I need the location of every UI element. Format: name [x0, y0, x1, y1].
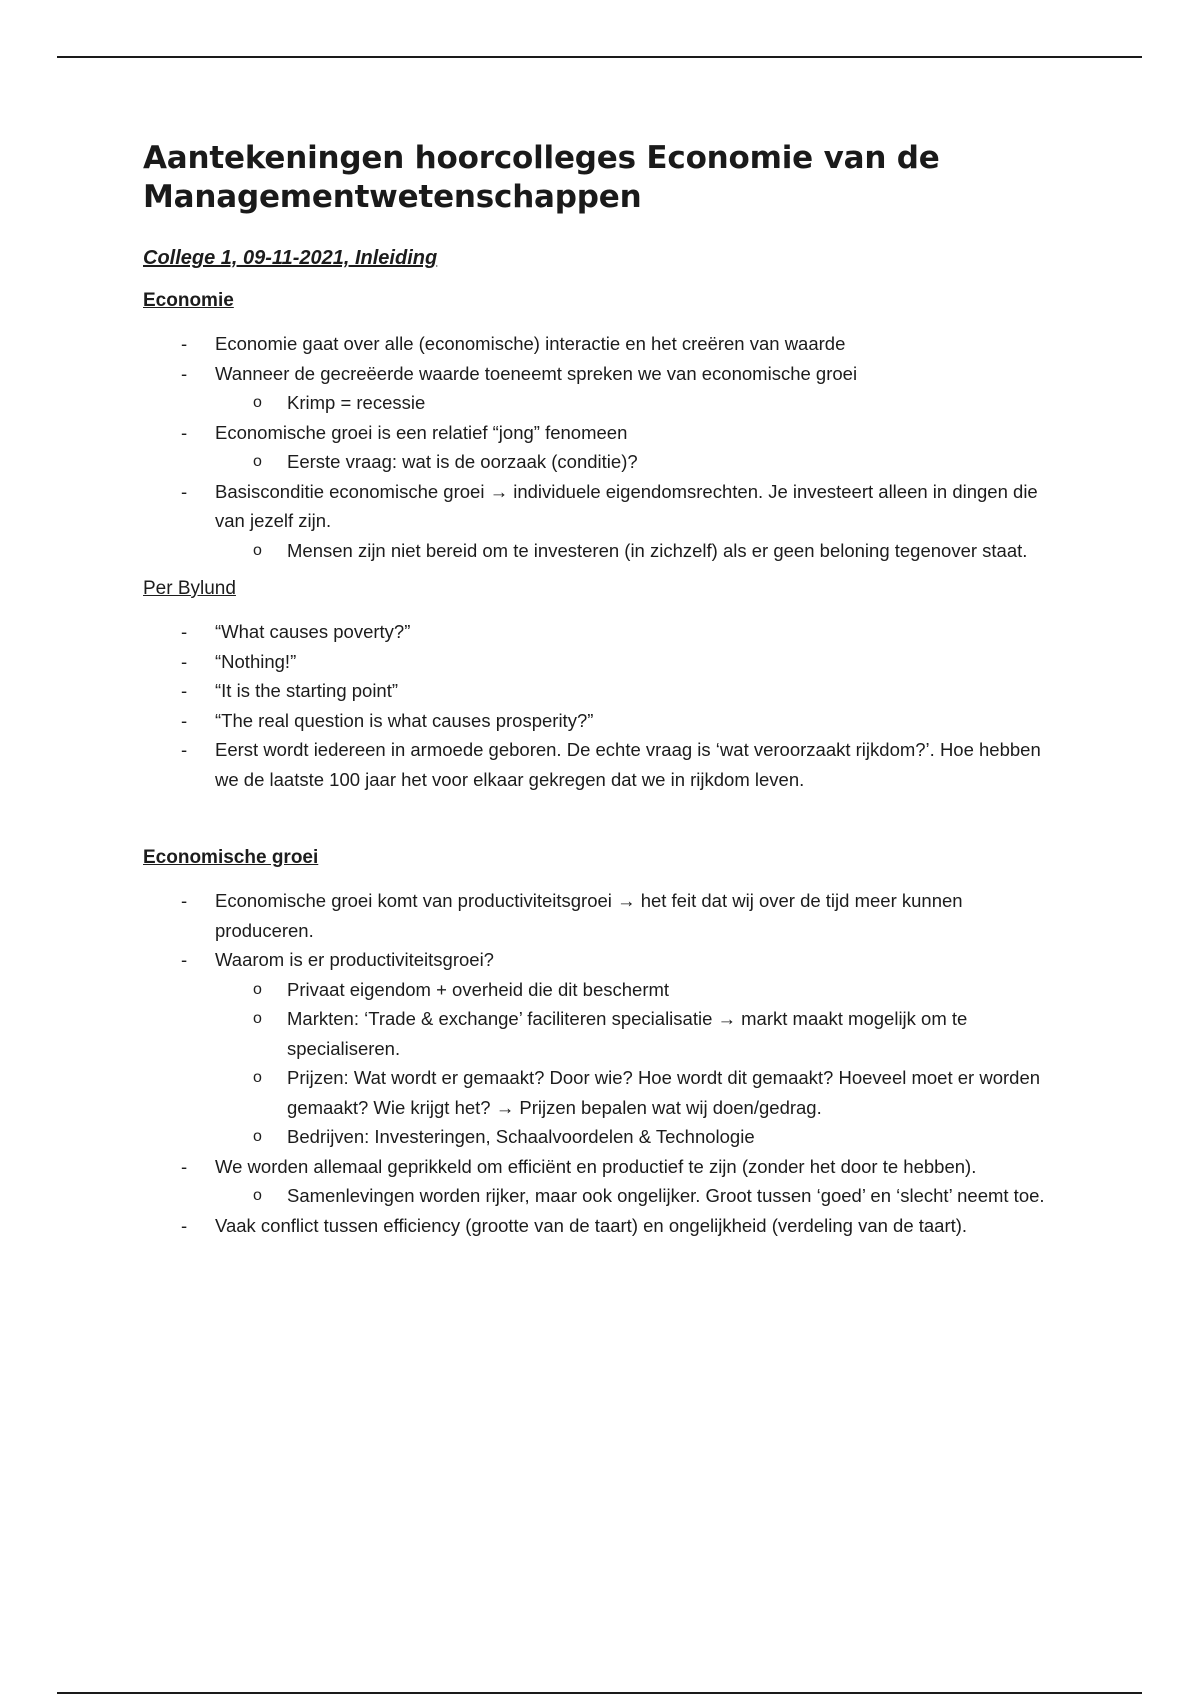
sub-list-item — [215, 1122, 1063, 1152]
sub-list-item-text: Prijzen: Wat wordt er gemaakt? Door wie? Hoe wordt dit gemaakt? Hoeveel moet er worden gemaakt? Wie krijgt het? → Prijzen bepalen wat wij doen/gedrag. — [287, 1067, 1041, 1118]
dash-bullet: - — [181, 362, 188, 384]
list-item — [143, 647, 1063, 677]
list-item-text: “Nothing!” — [215, 650, 297, 672]
list-item — [143, 706, 1063, 736]
bullet-list — [143, 617, 1063, 794]
list-item-text: Basisconditie economische groei → individuele eigendomsrechten. Je investeert alleen in dingen die van jezelf zijn. — [215, 480, 1038, 531]
sub-list-item-text: Bedrijven: Investeringen, Schaalvoordelen & Technologie — [287, 1126, 755, 1147]
circle-bullet: o — [253, 1128, 262, 1145]
section-heading-per-bylund: Per Bylund — [143, 578, 236, 599]
list-item-text: “What causes poverty?” — [215, 621, 411, 642]
sub-list-item — [215, 447, 1063, 477]
sub-list — [215, 447, 1063, 477]
list-item — [143, 329, 1063, 359]
circle-bullet: o — [253, 394, 262, 411]
dash-bullet: - — [181, 739, 188, 760]
list-item-text: We worden allemaal geprikkeld om efficiënt en productief te zijn (zonder het door te hebben). — [215, 1155, 977, 1177]
dash-bullet: - — [181, 480, 188, 502]
sub-list-item — [215, 1063, 1063, 1122]
sub-list-item — [215, 388, 1063, 418]
sub-list — [215, 388, 1063, 418]
sub-list-item — [215, 1181, 1063, 1211]
sub-list-item-text: Samenlevingen worden rijker, maar ook ongelijker. Groot tussen ‘goed’ en ‘slecht’ neemt toe. — [287, 1185, 1045, 1206]
list-item-text: “It is the starting point” — [215, 680, 399, 701]
list-item — [143, 735, 1063, 794]
page-title: Aantekeningen hoorcolleges Economie van de Managementwetenschappen — [143, 140, 940, 215]
dash-bullet: - — [181, 650, 188, 672]
list-item — [143, 945, 1063, 1152]
list-item-text: Vaak conflict tussen efficiency (grootte van de taart) en ongelijkheid (verdeling van de taart). — [215, 1214, 968, 1236]
circle-bullet: o — [253, 453, 262, 470]
sub-list-item-text: Markten: ‘Trade & exchange’ faciliteren specialisatie → markt maakt mogelijk om te specialiseren. — [287, 1008, 968, 1059]
dash-bullet: - — [181, 1214, 188, 1236]
sub-list — [215, 536, 1063, 566]
circle-bullet: o — [253, 980, 262, 998]
circle-bullet: o — [253, 1069, 262, 1086]
sub-list-item-text: Privaat eigendom + overheid die dit beschermt — [287, 978, 670, 1000]
list-item — [143, 617, 1063, 647]
dash-bullet: - — [181, 621, 188, 642]
list-item-text: Economische groei is een relatief “jong” fenomeen — [215, 421, 628, 443]
sub-list — [215, 1181, 1063, 1211]
circle-bullet: o — [253, 1010, 262, 1027]
circle-bullet: o — [253, 1187, 262, 1204]
sub-list-item-text: Krimp = recessie — [287, 392, 426, 413]
bottom-rule — [57, 1692, 1142, 1694]
list-item-text: Waarom is er productiviteitsgroei? — [215, 949, 494, 970]
dash-bullet: - — [181, 333, 188, 354]
sub-list-item — [215, 536, 1063, 566]
circle-bullet: o — [253, 541, 262, 559]
document-body — [143, 139, 1063, 1251]
sub-list-item-text: Mensen zijn niet bereid om te investeren (in zichzelf) als er geen beloning tegenover staat. — [287, 539, 1028, 561]
sub-list — [215, 975, 1063, 1152]
sub-list-item-text: Eerste vraag: wat is de oorzaak (conditie)? — [287, 451, 638, 472]
dash-bullet: - — [181, 680, 188, 701]
college-heading: College 1, 09-11-2021, Inleiding — [143, 247, 438, 269]
top-rule — [57, 56, 1142, 58]
list-item — [143, 418, 1063, 477]
dash-bullet: - — [181, 949, 188, 970]
list-item-text: Economie gaat over alle (economische) interactie en het creëren van waarde — [215, 333, 846, 354]
list-item-text: “The real question is what causes prosperity?” — [215, 709, 594, 731]
list-item — [143, 1152, 1063, 1211]
list-item-text: Eerst wordt iedereen in armoede geboren. De echte vraag is ‘wat veroorzaakt rijkdom?’. Hoe hebben we de laatste 100 jaar het voor elkaar gekregen dat we in rijkdom leven. — [215, 739, 1041, 790]
section-heading-economische-groei: Economische groei — [143, 847, 319, 868]
dash-bullet: - — [181, 890, 188, 911]
list-item — [143, 886, 1063, 945]
section-heading-economie: Economie — [143, 290, 234, 311]
list-item — [143, 676, 1063, 706]
list-item — [143, 1211, 1063, 1241]
list-item — [143, 477, 1063, 566]
dash-bullet: - — [181, 1155, 188, 1177]
bullet-list — [143, 886, 1063, 1240]
sub-list-item — [215, 1004, 1063, 1063]
list-item-text: Economische groei komt van productiviteitsgroei → het feit dat wij over de tijd meer kunnen produceren. — [215, 890, 963, 941]
bullet-list — [143, 329, 1063, 565]
list-item-text: Wanneer de gecreëerde waarde toeneemt spreken we van economische groei — [215, 362, 858, 384]
dash-bullet: - — [181, 709, 188, 731]
spacer — [143, 805, 1063, 845]
sub-list-item — [215, 975, 1063, 1005]
dash-bullet: - — [181, 421, 188, 443]
list-item — [143, 359, 1063, 418]
